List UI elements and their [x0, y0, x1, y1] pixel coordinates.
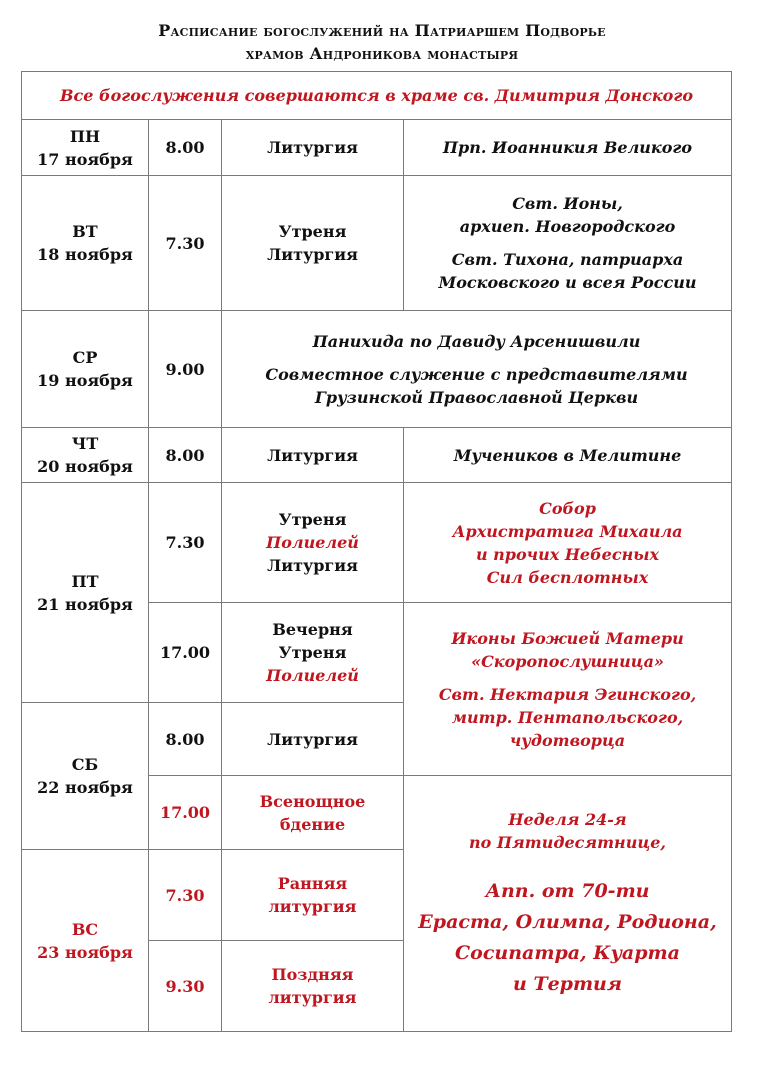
feast-cell [404, 483, 732, 603]
feast-line: Иконы Божией Матери [451, 628, 684, 648]
service-line: литургия [268, 897, 357, 916]
time-cell: 17.00 [149, 603, 222, 703]
service-line: бдение [279, 814, 346, 834]
time-cell: 8.00 [149, 428, 222, 483]
day-label: ПН [69, 126, 101, 146]
time-cell: 9.00 [149, 311, 222, 428]
service-line: Полиелей [266, 533, 359, 552]
schedule-table [21, 71, 732, 1032]
service-line: Утреня [278, 510, 347, 529]
service-cell [222, 776, 404, 850]
day-label: СР [72, 348, 98, 367]
feast-line: и прочих Небесных [475, 544, 660, 564]
day-cell-fri [22, 483, 149, 703]
service-line: Всенощное [259, 791, 366, 811]
time-cell: 7.30 [149, 850, 222, 941]
service-cell: Литургия [222, 703, 404, 776]
feast-line: чудотворца [509, 730, 626, 750]
day-cell-sat [22, 703, 149, 850]
date-label: 22 ноября [37, 778, 133, 797]
service-line: Литургия [267, 556, 358, 575]
time-cell: 7.30 [149, 483, 222, 603]
table-row [22, 428, 732, 483]
service-line: литургия [268, 988, 357, 1007]
feast-line: по Пятидесятнице, [469, 832, 666, 852]
feast-line: Сосипатра, Куарта [455, 941, 680, 964]
feast-cell: Мучеников в Мелитине [404, 428, 732, 483]
service-cell: Литургия [222, 428, 404, 483]
service-cell [222, 850, 404, 941]
feast-line: Ераста, Олимпа, Родиона, [418, 910, 717, 933]
day-cell-mon [22, 120, 149, 176]
feast-line: Апп. от 70-ти [485, 879, 650, 902]
table-row [22, 483, 732, 603]
table-row [22, 311, 732, 428]
time-cell: 17.00 [149, 776, 222, 850]
day-cell-thu [22, 428, 149, 483]
feast-line: Свт. Ионы, [512, 194, 623, 213]
feast-line: Собор [539, 498, 596, 518]
service-cell [222, 483, 404, 603]
day-cell-sun [22, 850, 149, 1032]
feast-line: Архистратига Михаила [452, 521, 683, 541]
day-label: ЧТ [71, 434, 99, 453]
service-cell [222, 603, 404, 703]
table-row [22, 176, 732, 311]
date-label: 18 ноября [37, 245, 133, 264]
feast-line: Свт. Тихона, патриарха [451, 250, 684, 269]
feast-line: архиеп. Новгородского [459, 217, 676, 236]
feast-line: и Тертия [513, 972, 622, 995]
feast-line: Свт. Нектария Эгинского, [438, 684, 697, 704]
time-cell: 8.00 [149, 703, 222, 776]
time-cell: 8.00 [149, 120, 222, 176]
page-title: Расписание богослужений на Патриаршем Подворье [158, 21, 606, 40]
service-line: Ранняя [277, 874, 348, 893]
date-label: 21 ноября [37, 594, 133, 614]
service-line: Поздняя [271, 965, 354, 984]
event-line: Панихида по Давиду Арсенишвили [312, 331, 641, 351]
time-cell: 7.30 [149, 176, 222, 311]
date-label: 20 ноября [37, 457, 133, 476]
feast-cell: Прп. Иоанникия Великого [404, 120, 732, 176]
day-label: ВТ [72, 222, 98, 241]
service-line: Утреня [278, 222, 347, 241]
feast-cell [404, 603, 732, 776]
service-line: Утреня [278, 643, 347, 662]
day-cell-tue [22, 176, 149, 311]
feast-cell [404, 176, 732, 311]
service-line: Литургия [267, 245, 358, 264]
date-label: 23 ноября [37, 942, 133, 962]
service-cell [222, 941, 404, 1032]
date-label: 17 ноября [37, 149, 133, 169]
feast-cell [404, 776, 732, 1032]
day-label: ВС [71, 919, 99, 939]
time-cell: 9.30 [149, 941, 222, 1032]
event-cell [222, 311, 732, 428]
feast-line: Неделя 24-я [508, 809, 627, 829]
note-row [22, 72, 732, 120]
page-subtitle: храмов Андроникова монастыря [245, 44, 519, 63]
day-cell-wed [22, 311, 149, 428]
service-cell [222, 176, 404, 311]
table-row [22, 120, 732, 176]
feast-line: Московского и всея России [438, 273, 697, 292]
day-label: ПТ [71, 571, 99, 591]
feast-line: «Скоропослушница» [471, 651, 664, 671]
service-cell: Литургия [222, 120, 404, 176]
event-line: Совместное служение с представителями [265, 364, 688, 384]
service-line: Вечерня [272, 620, 353, 639]
feast-line: митр. Пентапольского, [451, 707, 684, 727]
note-text: Все богослужения совершаются в храме св. Димитрия Донского [22, 72, 732, 120]
day-label: СБ [71, 755, 99, 774]
service-line: Полиелей [266, 666, 359, 685]
event-line: Грузинской Православной Церкви [314, 387, 639, 407]
date-label: 19 ноября [37, 371, 133, 390]
feast-line: Сил бесплотных [486, 567, 649, 587]
